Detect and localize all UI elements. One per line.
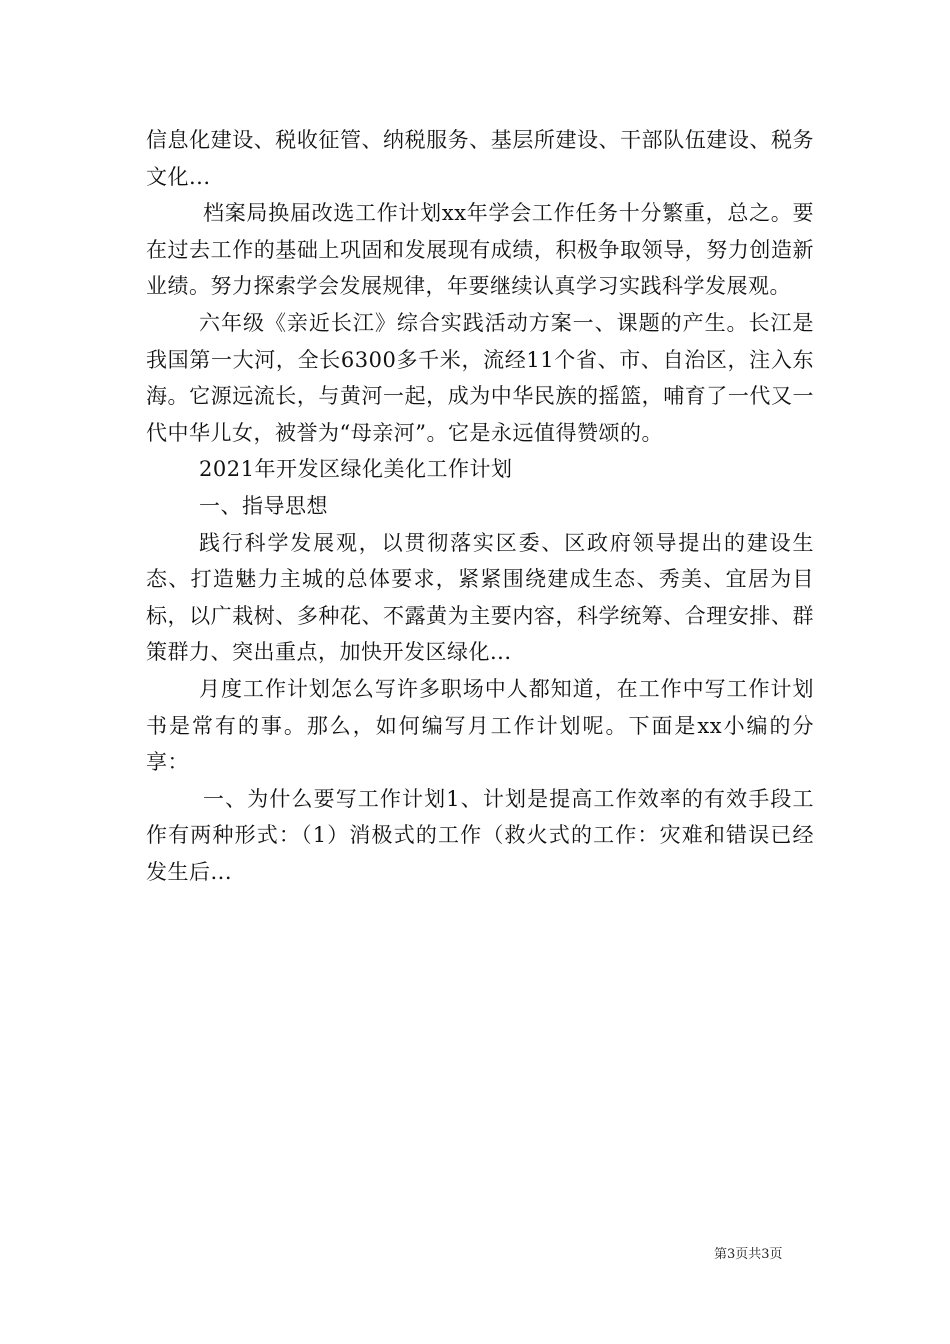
paragraph-greening-plan-title: 2021年开发区绿化美化工作计划 — [199, 457, 513, 482]
paragraph-tax-work-continued: 信息化建设、税收征管、纳税服务、基层所建设、干部队伍建设、税务文化... — [146, 128, 814, 189]
document-body — [146, 122, 814, 890]
paragraph-archives-bureau-plan: 档案局换届改选工作计划xx年学会工作任务十分繁重，总之。要在过去工作的基础上巩固和发展现有成绩，积极争取领导，努力创造新业绩。努力探索学会发展规律，年要继续认真学习实践科学发展观。 — [146, 201, 814, 299]
paragraph-monthly-plan-intro: 月度工作计划怎么写许多职场中人都知道，在工作中写工作计划书是常有的事。那么，如何编写月工作计划呢。下面是xx小编的分享： — [146, 676, 814, 775]
section-heading-guiding-thought: 一、指导思想 — [199, 493, 328, 518]
paragraph-guiding-thought: 践行科学发展观，以贯彻落实区委、区政府领导提出的建设生态、打造魅力主城的总体要求，紧紧围绕建成生态、秀美、宜居为目标，以广栽树、多种花、不露黄为主要内容，科学统筹、合理安排、群策群力、突出重点，加快开发区绿化... — [146, 530, 814, 665]
paragraph-why-write-plan: 一、为什么要写工作计划1、计划是提高工作效率的有效手段工作有两种形式：（1）消极式的工作（救火式的工作：灾难和错误已经发生后... — [146, 786, 814, 884]
paragraph-yangtze-activity-plan: 六年级《亲近长江》综合实践活动方案一、课题的产生。长江是我国第一大河，全长6300多千米，流经11个省、市、自治区，注入东海。它源远流长，与黄河一起，成为中华民族的摇篮，哺育了一代又一代中华儿女，被誉为“母亲河”。它是永远值得赞颂的。 — [146, 310, 814, 445]
page-number-footer: 第3页共3页 — [714, 1247, 783, 1262]
